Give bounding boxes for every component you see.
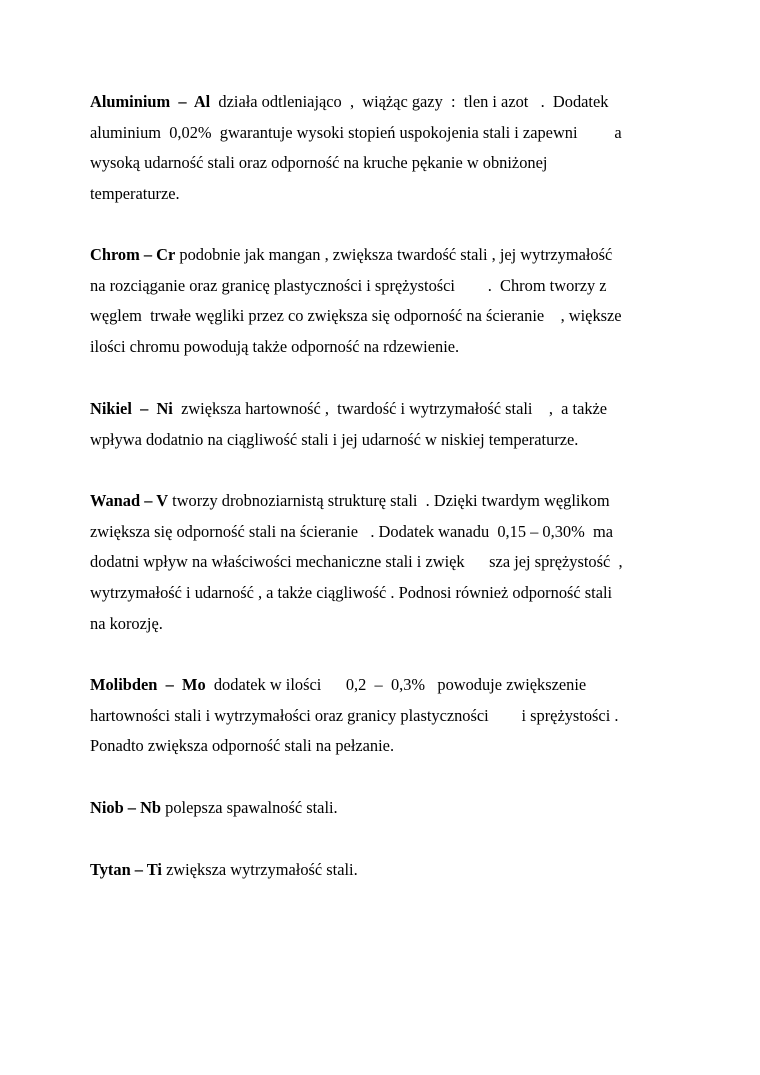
entry-line: wysoką udarność stali oraz odporność na kruche pękanie w obniżonej: [90, 153, 548, 173]
entry-line: aluminium 0,02% gwarantuje wysoki stopień uspokojenia stali i zapewni a: [90, 122, 622, 142]
entry-term: Wanad – V: [90, 491, 169, 510]
entry-wanad: [90, 486, 670, 639]
entry-term: Niob – Nb: [90, 798, 162, 817]
entry-niob: [90, 793, 670, 824]
entry-line: na rozciąganie oraz granicę plastyczności i sprężystości . Chrom tworzy z: [90, 275, 607, 295]
entry-aluminium: [90, 87, 670, 210]
entry-text: działa odtleniająco , wiążąc gazy : tlen i azot . Dodatek: [210, 92, 609, 111]
entry-tytan: [90, 855, 670, 886]
entry-line: temperaturze.: [90, 184, 180, 204]
entry-term: Molibden – Mo: [90, 675, 206, 694]
entry-line: ilości chromu powodują także odporność na rdzewienie.: [90, 337, 460, 357]
entry-line: [90, 855, 670, 886]
entry-line: wytrzymałość i udarność , a także ciągliwość . Podnosi również odporność stali: [90, 583, 613, 603]
entry-nikiel: [90, 394, 670, 455]
entry-line: [90, 87, 670, 118]
entry-line: hartowności stali i wytrzymałości oraz granicy plastyczności i sprężystości .: [90, 705, 619, 725]
entry-text: dodatek w ilości 0,2 – 0,3% powoduje zwiększenie: [205, 675, 587, 694]
entry-term: Tytan – Ti: [90, 860, 162, 879]
entry-term: Nikiel – Ni: [90, 399, 173, 418]
entry-line: wpływa dodatnio na ciągliwość stali i jej udarność w niskiej temperaturze.: [90, 429, 579, 449]
entry-term: Chrom – Cr: [90, 245, 176, 264]
entry-term: Aluminium – Al: [90, 92, 211, 111]
entry-text: polepsza spawalność stali.: [161, 798, 338, 817]
entry-text: zwiększa hartowność , twardość i wytrzymałość stali , a także: [172, 399, 608, 418]
entry-text: podobnie jak mangan , zwiększa twardość stali , jej wytrzymałość: [175, 245, 613, 264]
entry-line: Ponadto zwiększa odporność stali na pełzanie.: [90, 736, 395, 756]
entry-line: węglem trwałe węgliki przez co zwiększa się odporność na ścieranie , większe: [90, 306, 622, 326]
entry-line: dodatni wpływ na właściwości mechaniczne stali i zwięk sza jej sprężystość ,: [90, 552, 623, 572]
entry-text: tworzy drobnoziarnistą strukturę stali . Dzięki twardym węglikom: [168, 491, 610, 510]
entry-text: zwiększa wytrzymałość stali.: [161, 860, 358, 879]
entry-line: [90, 793, 670, 824]
entry-molibden: [90, 670, 670, 762]
entry-line: na korozję.: [90, 613, 163, 633]
entry-line: zwiększa się odporność stali na ścieranie . Dodatek wanadu 0,15 – 0,30% ma: [90, 521, 613, 541]
entry-line: [90, 240, 670, 271]
entry-line: [90, 394, 670, 425]
entry-line: [90, 670, 670, 701]
entry-line: [90, 486, 670, 517]
entry-chrom: [90, 240, 670, 363]
